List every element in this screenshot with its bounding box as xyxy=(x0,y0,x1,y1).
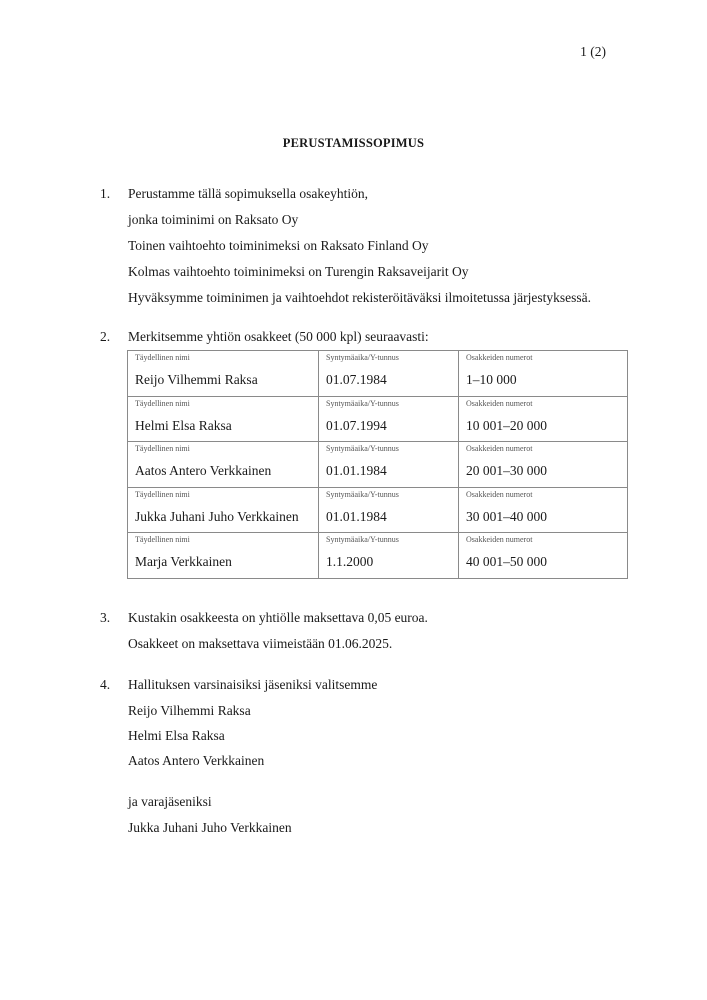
cell-label: Osakkeiden numerot xyxy=(466,535,533,544)
section-line: Hyväksymme toiminimen ja vaihtoehdot rekisteröitäväksi ilmoitetussa järjestyksessä. xyxy=(128,290,592,305)
table-cell xyxy=(319,487,459,533)
cell-label: Osakkeiden numerot xyxy=(466,489,533,499)
cell-label: Syntymäaika/Y-tunnus xyxy=(326,353,399,362)
section-intro: Hallituksen varsinaisiksi jäseniksi valitsemme xyxy=(128,677,378,692)
section-line: jonka toiminimi on Raksato Oy xyxy=(128,212,299,227)
cell-label: Täydellinen nimi xyxy=(135,444,190,453)
page-number: 1 (2) xyxy=(580,44,606,59)
cell-label: Syntymäaika/Y-tunnus xyxy=(326,444,399,453)
cell-label: Syntymäaika/Y-tunnus xyxy=(326,398,399,408)
section-number: 2. xyxy=(100,329,111,344)
table-cell xyxy=(459,351,628,397)
table-cell xyxy=(128,533,319,579)
table-row xyxy=(128,487,628,533)
cell-label: Täydellinen nimi xyxy=(135,535,190,544)
table-row xyxy=(128,442,628,488)
section-number: 3. xyxy=(100,610,111,625)
table-cell xyxy=(128,487,319,533)
table-row xyxy=(128,351,628,397)
cell-label: Täydellinen nimi xyxy=(135,489,190,499)
cell-value: 10 001–20 000 xyxy=(466,417,547,433)
cell-label: Syntymäaika/Y-tunnus xyxy=(326,535,399,544)
section-line: Osakkeet on maksettava viimeistään 01.06.2025. xyxy=(128,636,393,651)
table-cell xyxy=(459,442,628,488)
cell-value: 30 001–40 000 xyxy=(466,508,547,524)
board-member: Helmi Elsa Raksa xyxy=(128,728,225,743)
cell-label: Osakkeiden numerot xyxy=(466,353,533,362)
board-member: Aatos Antero Verkkainen xyxy=(128,753,265,768)
cell-value: 01.07.1994 xyxy=(326,417,387,433)
deputy-member: Jukka Juhani Juho Verkkainen xyxy=(128,820,292,835)
cell-value: 20 001–30 000 xyxy=(466,463,547,478)
deputy-intro: ja varajäseniksi xyxy=(128,794,212,809)
table-cell xyxy=(459,396,628,442)
cell-label: Täydellinen nimi xyxy=(135,353,190,362)
table-cell xyxy=(319,533,459,579)
cell-value: 1–10 000 xyxy=(466,372,517,387)
table-cell xyxy=(319,442,459,488)
board-member: Reijo Vilhemmi Raksa xyxy=(128,703,251,718)
section-line: Perustamme tällä sopimuksella osakeyhtiön, xyxy=(128,186,368,201)
cell-label: Osakkeiden numerot xyxy=(466,398,533,408)
cell-value: Marja Verkkainen xyxy=(135,554,232,569)
section-number: 4. xyxy=(100,677,111,692)
cell-value: Helmi Elsa Raksa xyxy=(135,417,232,433)
cell-label: Syntymäaika/Y-tunnus xyxy=(326,489,399,499)
cell-value: Aatos Antero Verkkainen xyxy=(135,463,272,478)
section-intro: Merkitsemme yhtiön osakkeet (50 000 kpl) seuraavasti: xyxy=(128,329,429,344)
cell-label: Täydellinen nimi xyxy=(135,398,190,408)
table-cell xyxy=(319,396,459,442)
document-title: PERUSTAMISSOPIMUS xyxy=(282,136,425,150)
cell-value: 1.1.2000 xyxy=(326,554,374,569)
cell-value: Reijo Vilhemmi Raksa xyxy=(135,372,258,387)
table-row xyxy=(128,396,628,442)
section-number: 1. xyxy=(100,186,111,201)
section-line: Kustakin osakkeesta on yhtiölle maksettava 0,05 euroa. xyxy=(128,610,428,625)
table-cell xyxy=(128,396,319,442)
table-row xyxy=(128,533,628,579)
table-cell xyxy=(459,487,628,533)
shareholders-table xyxy=(127,350,628,579)
section-line: Kolmas vaihtoehto toiminimeksi on Turengin Raksaveijarit Oy xyxy=(128,264,469,279)
table-cell xyxy=(319,351,459,397)
cell-value: 40 001–50 000 xyxy=(466,554,547,569)
table-cell xyxy=(128,442,319,488)
cell-value: 01.01.1984 xyxy=(326,508,387,524)
table-cell xyxy=(128,351,319,397)
cell-value: 01.07.1984 xyxy=(326,372,387,387)
table-cell xyxy=(459,533,628,579)
cell-label: Osakkeiden numerot xyxy=(466,444,533,453)
cell-value: 01.01.1984 xyxy=(326,463,387,478)
cell-value: Jukka Juhani Juho Verkkainen xyxy=(135,508,299,524)
section-line: Toinen vaihtoehto toiminimeksi on Raksato Finland Oy xyxy=(128,238,429,253)
